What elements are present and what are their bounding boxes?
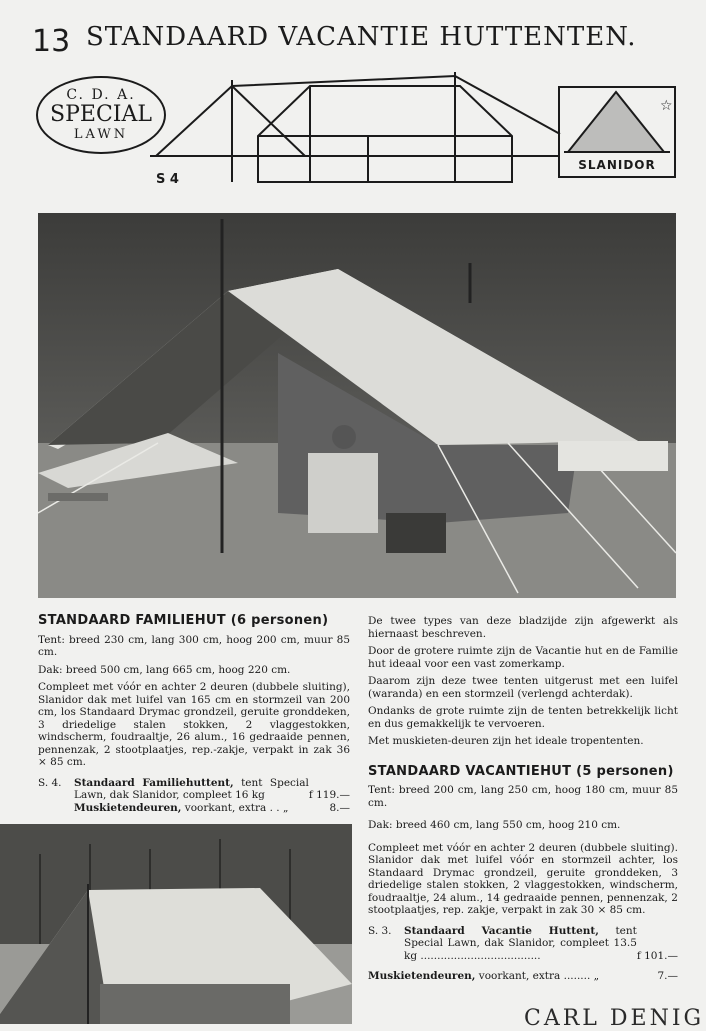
family-hut-order-desc: tent Special Lawn, dak Slanidor, compleet 16 kg <box>74 776 309 801</box>
vacation-hut-description <box>368 615 678 983</box>
vacation-hut-order-line <box>368 925 678 963</box>
vacation-hut-photo <box>0 824 352 1024</box>
logo-line-3: LAWN <box>73 127 129 142</box>
tent-line-diagram <box>150 70 570 190</box>
tent-pyramid-icon <box>560 88 674 158</box>
vacation-hut-extra-desc: voorkant, extra ........ „ <box>475 970 600 982</box>
vacation-hut-extra-price: 7.— <box>657 970 678 982</box>
publisher-mark: CARL DENIG <box>524 1006 705 1031</box>
page-title: STANDAARD VACANTIE HUTTENTEN. <box>86 22 637 52</box>
vacation-hut-order-name: Standaard Vacantie Huttent, <box>404 924 599 937</box>
intro-paragraph: Door de grotere ruimte zijn de Vacantie hut en de Familie hut ideaal voor een vast zomerkamp. <box>368 645 678 670</box>
vacation-hut-roof-dimensions: Dak: breed 460 cm, lang 550 cm, hoog 210 cm. <box>368 819 621 831</box>
vacation-hut-extra-label: Muskietendeuren, <box>368 970 476 982</box>
page-number: 13 <box>32 24 71 59</box>
logo-line-2: SPECIAL <box>50 102 152 127</box>
slanidor-logo <box>558 86 676 178</box>
family-hut-heading: STANDAARD FAMILIEHUT (6 personen) <box>38 613 329 628</box>
vacation-hut-order-code: S. 3. <box>368 924 392 937</box>
family-hut-description <box>38 615 350 814</box>
family-hut-price: f 119.— <box>308 789 350 801</box>
intro-paragraph: Ondanks de grote ruimte zijn de tenten betrekkelijk licht en dus gemakkelijk te vervoeren. <box>368 705 678 730</box>
family-hut-order-code: S. 4. <box>38 776 62 789</box>
family-hut-photo <box>38 213 676 598</box>
intro-paragraph: Met muskieten-deuren zijn het ideale tropententen. <box>368 735 644 747</box>
family-hut-extra-desc: voorkant, extra . . „ <box>181 801 289 814</box>
vacation-hut-tent-dimensions: Tent: breed 200 cm, lang 250 cm, hoog 180 cm, muur 85 cm. <box>368 784 678 809</box>
family-hut-extra-label: Muskietendeuren, <box>74 801 182 814</box>
vacation-hut-contents: Compleet met vóór en achter 2 deuren (dubbele sluiting). Slanidor dak met luifel vóór en stormzeil achter, los Standaard Drymac grondzeil, geruite gronddeken, 3 driedelige stalen stokken, 2 vlaggestokken, windscherm, foudraaltje, 24 alum., 14 gedraaide pennen, pennenzak, 2 stootplaatjes, rep. zakje, verpakt in zak 30 × 85 cm. <box>368 841 678 916</box>
vacation-hut-extra-line <box>368 970 678 983</box>
vacation-hut-heading: STANDAARD VACANTIEHUT (5 personen) <box>368 763 674 779</box>
family-hut-extra-price: 8.— <box>329 801 350 814</box>
cda-special-lawn-logo <box>36 76 166 154</box>
family-hut-order-line <box>38 777 350 815</box>
intro-paragraph: Daarom zijn deze twee tenten uitgerust met een luifel (waranda) en een stormzeil (verlengd achterdak). <box>368 675 678 700</box>
vacation-hut-price: f 101.— <box>636 949 678 962</box>
family-hut-tent-dimensions: Tent: breed 230 cm, lang 300 cm, hoog 200 cm, muur 85 cm. <box>38 633 350 658</box>
family-hut-contents: Compleet met vóór en achter 2 deuren (dubbele sluiting), Slanidor dak met luifel van 165 cm en stormzeil van 200 cm, los Standaard Drymac grondzeil, geruite gronddeken, 3 driedelige stalen stokken, 2 vlaggestokken, windscherm, foudraaltje, 26 alum., 16 gedraaide pennen, pennenzak, 2 stootplaatjes, rep.-zakje, verpakt in zak 36 × 85 cm. <box>38 681 350 768</box>
intro-paragraph: De twee types van deze bladzijde zijn afgewerkt als hiernaast beschreven. <box>368 615 678 640</box>
family-hut-roof-dimensions: Dak: breed 500 cm, lang 665 cm, hoog 220 cm. <box>38 663 291 676</box>
slanidor-label: SLANIDOR <box>578 158 656 172</box>
svg-text:☆: ☆ <box>660 98 673 114</box>
logo-line-1: C. D. A. <box>66 87 136 103</box>
diagram-code: S 4 <box>156 172 179 187</box>
vacation-hut-order-desc: tent Special Lawn, dak Slanidor, compleet 13.5 kg .................................... <box>404 924 637 962</box>
family-hut-order-name: Standaard Familiehuttent, <box>74 776 234 789</box>
